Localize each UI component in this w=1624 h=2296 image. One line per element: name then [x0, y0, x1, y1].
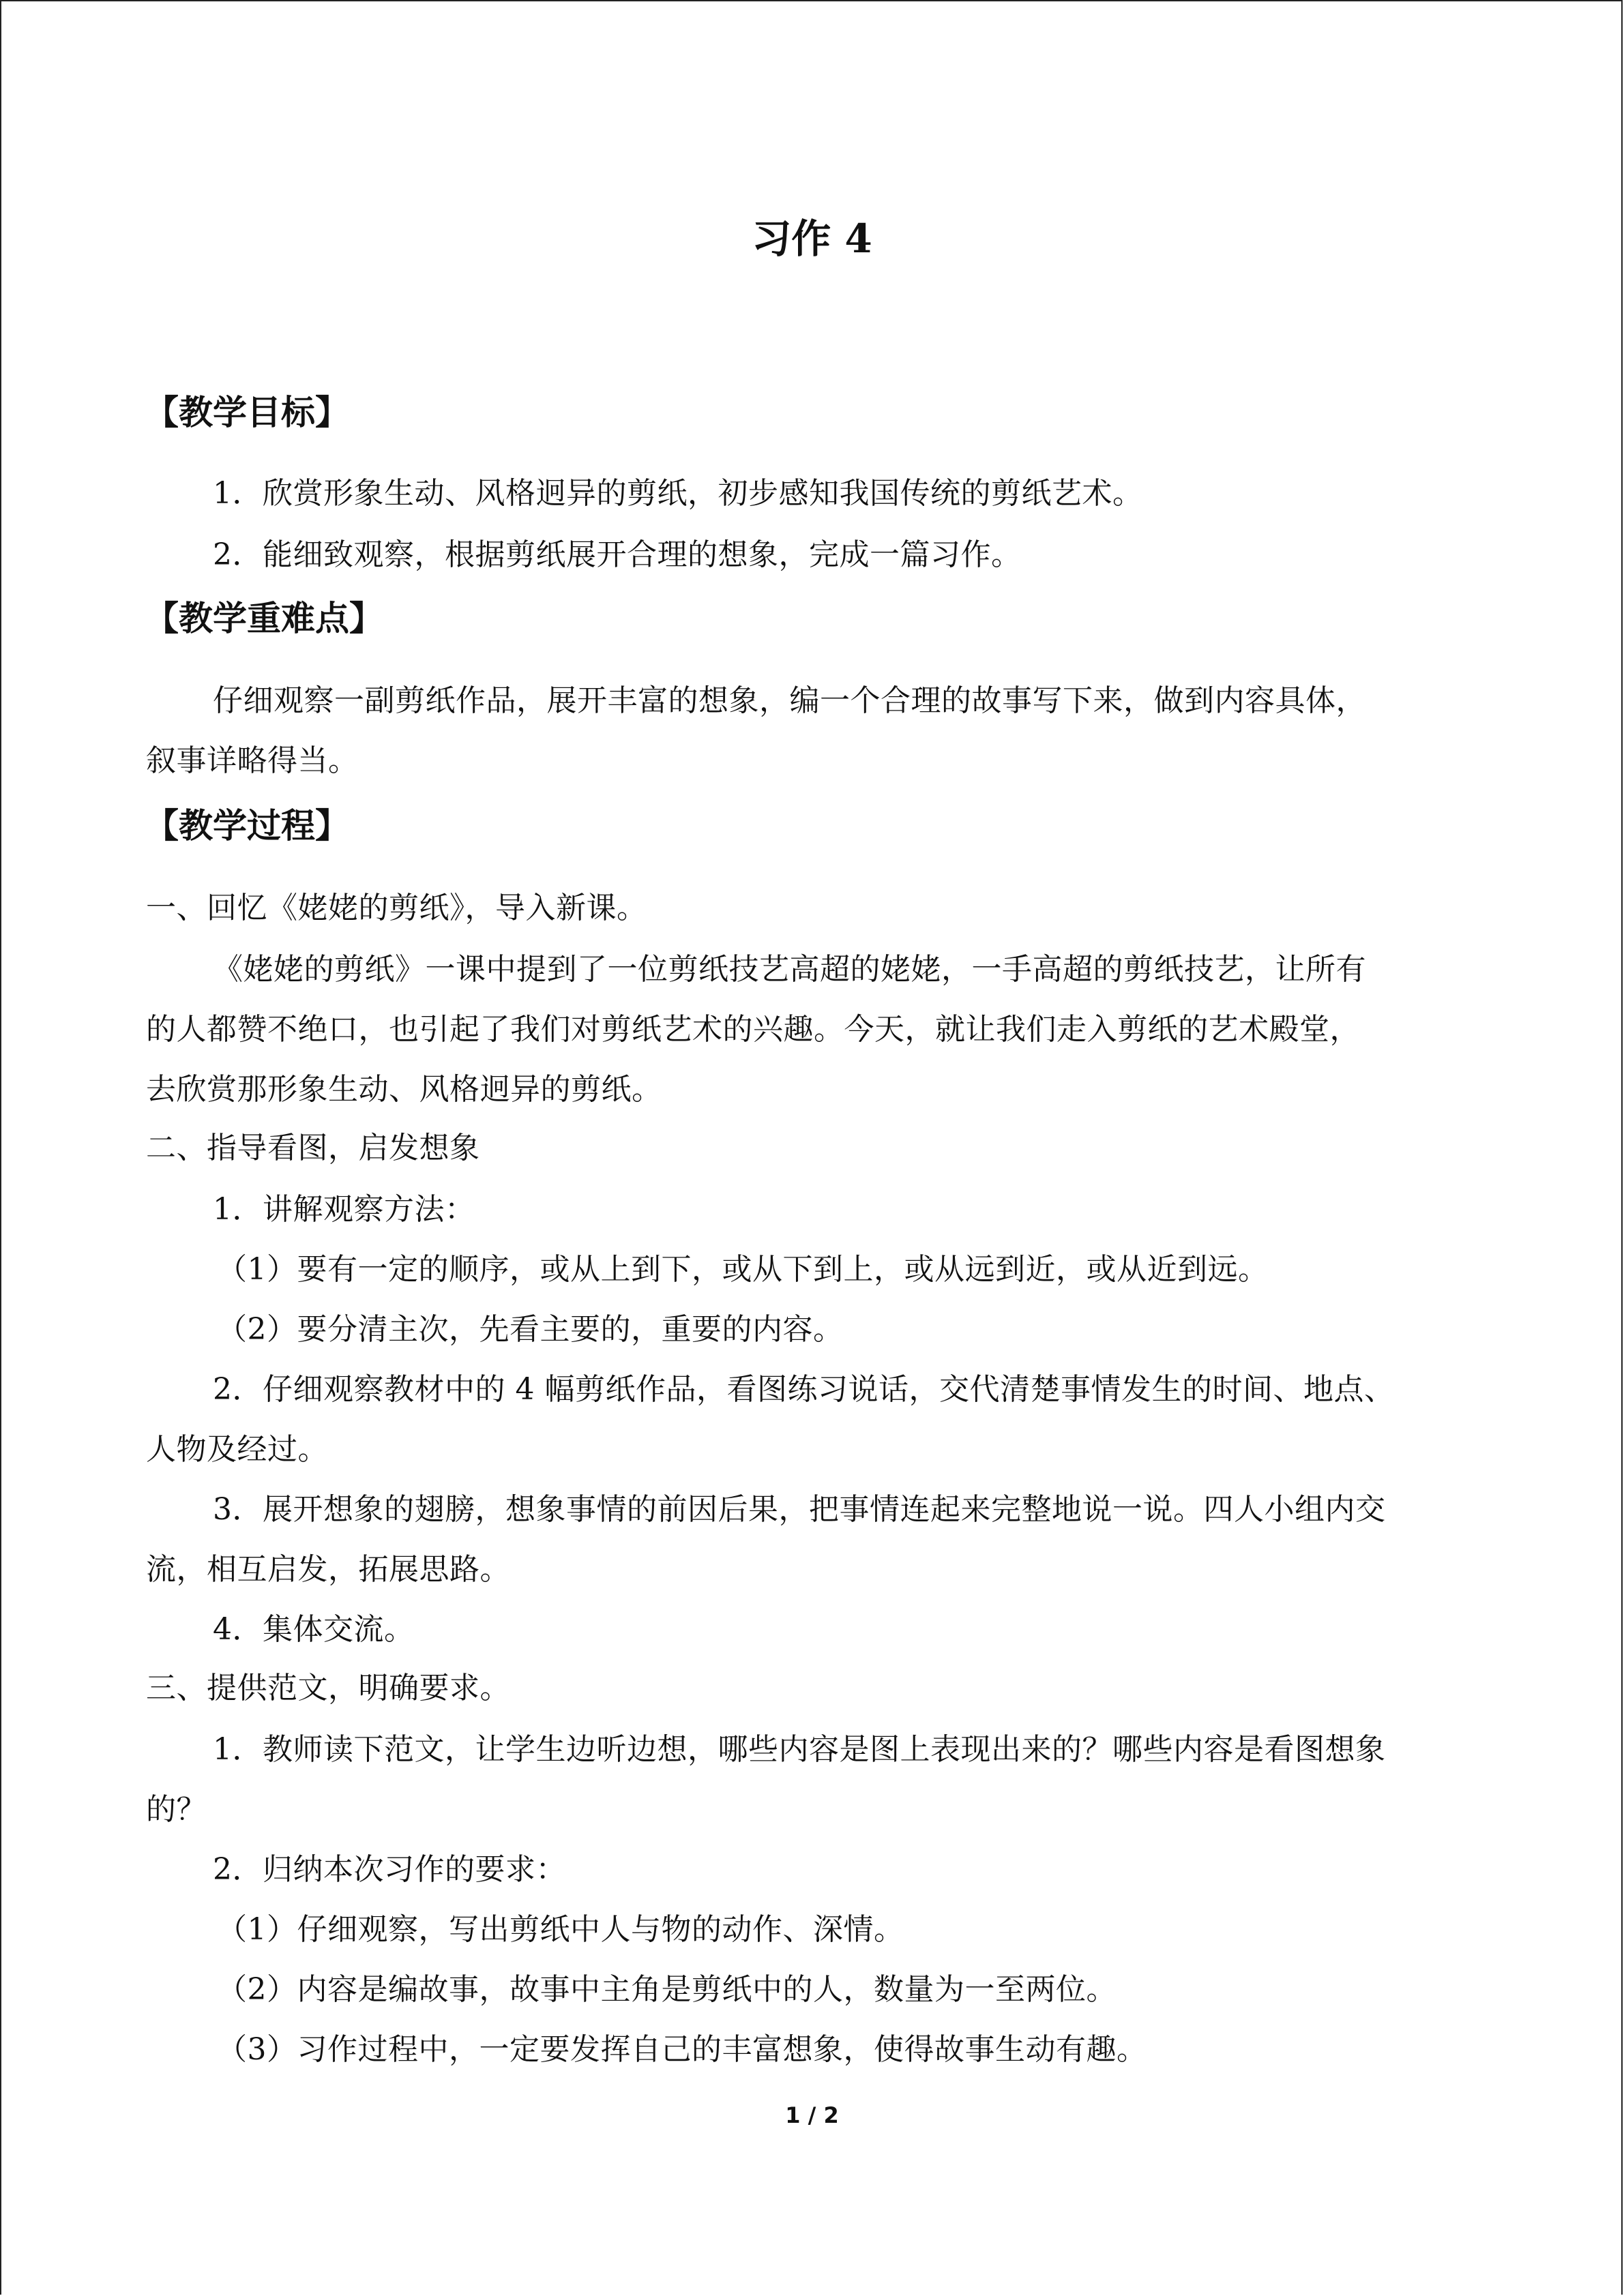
process-part2-item-2-line-1: 2．仔细观察教材中的 4 幅剪纸作品，看图练习说话，交代清楚事情发生的时间、地点、 [213, 1372, 1395, 1407]
section-heading-process: 【教学过程】 [145, 806, 349, 846]
process-part2-item-1-sub-2: （2）要分清主次，先看主要的，重要的内容。 [217, 1312, 844, 1347]
section-heading-key-points: 【教学重难点】 [145, 599, 383, 638]
process-part3-item-2: 2．归纳本次习作的要求： [213, 1852, 566, 1887]
process-part3-item-2-sub-2: （2）内容是编故事，故事中主角是剪纸中的人，数量为一至两位。 [217, 1972, 1117, 2007]
process-part3-item-1-line-2: 的？ [146, 1792, 207, 1827]
key-points-line-1: 仔细观察一副剪纸作品，展开丰富的想象，编一个合理的故事写下来，做到内容具体， [213, 683, 1366, 718]
objective-item-1: 1．欣赏形象生动、风格迥异的剪纸，初步感知我国传统的剪纸艺术。 [213, 476, 1143, 511]
process-part1-line-2: 的人都赞不绝口，也引起了我们对剪纸艺术的兴趣。今天，就让我们走入剪纸的艺术殿堂， [146, 1012, 1360, 1047]
process-part1-line-1: 《姥姥的剪纸》一课中提到了一位剪纸技艺高超的姥姥，一手高超的剪纸技艺，让所有 [213, 952, 1366, 987]
process-part1-line-3: 去欣赏那形象生动、风格迥异的剪纸。 [146, 1072, 662, 1107]
process-part2-item-1: 1．讲解观察方法： [213, 1192, 475, 1227]
process-part2-item-4: 4．集体交流。 [213, 1612, 415, 1647]
section-heading-objectives: 【教学目标】 [145, 393, 349, 432]
key-points-line-2: 叙事详略得当。 [146, 743, 359, 778]
process-part2-item-3-line-2: 流，相互启发，拓展思路。 [146, 1552, 510, 1587]
process-part3-item-2-sub-1: （1）仔细观察，写出剪纸中人与物的动作、深情。 [217, 1912, 904, 1947]
document-title: 习作 4 [752, 215, 872, 262]
process-part2-item-3-line-1: 3．展开想象的翅膀，想象事情的前因后果，把事情连起来完整地说一说。四人小组内交 [213, 1492, 1386, 1527]
process-part1-title: 一、回忆《姥姥的剪纸》，导入新课。 [146, 891, 647, 925]
process-part2-title: 二、指导看图，启发想象 [146, 1131, 480, 1165]
process-part2-item-2-line-2: 人物及经过。 [146, 1432, 328, 1467]
process-part3-item-2-sub-3: （3）习作过程中，一定要发挥自己的丰富想象，使得故事生动有趣。 [217, 2032, 1147, 2067]
process-part2-item-1-sub-1: （1）要有一定的顺序，或从上到下，或从下到上，或从远到近，或从近到远。 [217, 1252, 1269, 1287]
process-part3-title: 三、提供范文，明确要求。 [146, 1671, 510, 1705]
objective-item-2: 2．能细致观察，根据剪纸展开合理的想象，完成一篇习作。 [213, 537, 1022, 572]
page-number: 1 / 2 [785, 2102, 839, 2128]
process-part3-item-1-line-1: 1．教师读下范文，让学生边听边想，哪些内容是图上表现出来的？哪些内容是看图想象 [213, 1732, 1386, 1767]
